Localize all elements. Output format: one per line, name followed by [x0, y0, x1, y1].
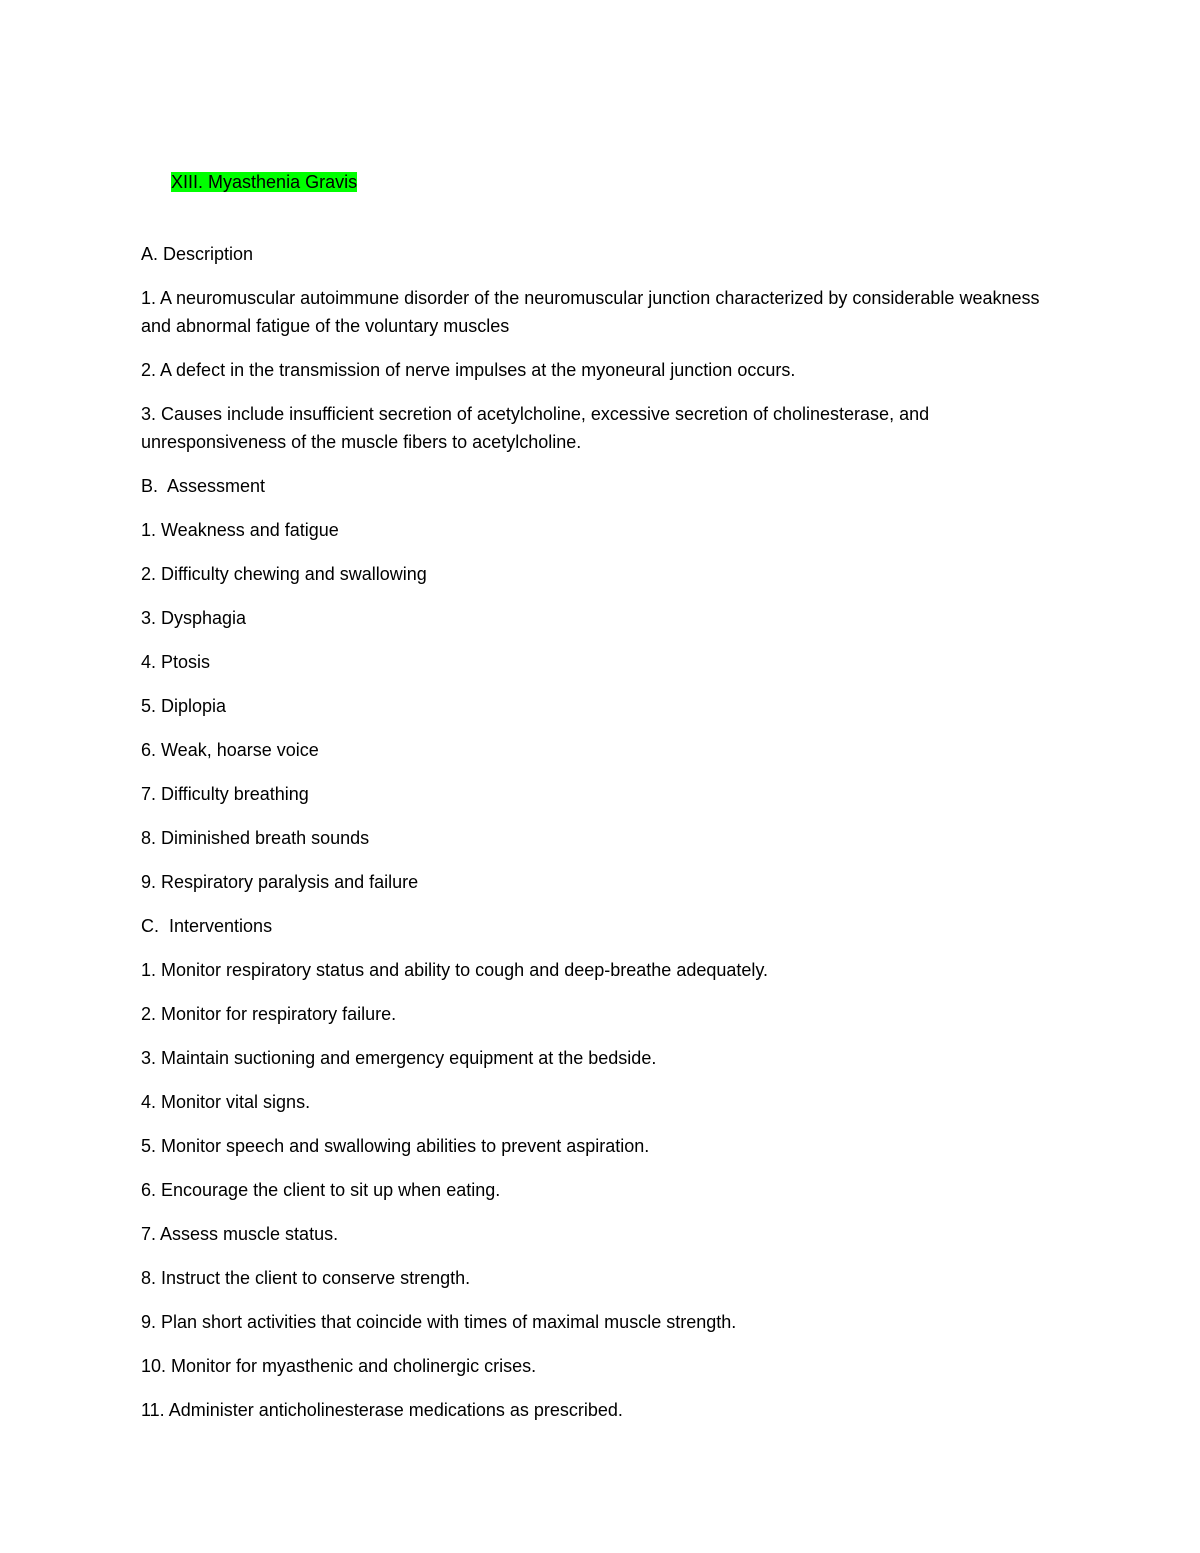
intervention-item: 2. Monitor for respiratory failure. — [141, 1004, 397, 1024]
assessment-item: 7. Difficulty breathing — [141, 784, 309, 804]
description-item: 2. A defect in the transmission of nerve impulses at the myoneural junction occurs. — [141, 360, 796, 380]
assessment-item: 8. Diminished breath sounds — [141, 828, 370, 848]
intervention-item: 6. Encourage the client to sit up when eating. — [141, 1180, 501, 1200]
assessment-item: 4. Ptosis — [141, 652, 211, 672]
document-title: XIII. Myasthenia Gravis — [171, 172, 358, 192]
document-body — [141, 140, 1061, 1440]
assessment-item: 9. Respiratory paralysis and failure — [141, 872, 419, 892]
section-heading-assessment: B. Assessment — [141, 476, 266, 496]
intervention-item: 9. Plan short activities that coincide with times of maximal muscle strength. — [141, 1312, 737, 1332]
assessment-item: 1. Weakness and fatigue — [141, 520, 339, 540]
intervention-item: 3. Maintain suctioning and emergency equipment at the bedside. — [141, 1048, 657, 1068]
section-heading-description: A. Description — [141, 244, 254, 264]
section-heading-interventions: C. Interventions — [141, 916, 273, 936]
description-item: 1. A neuromuscular autoimmune disorder of the neuromuscular junction characterized by considerable weakness and abnormal fatigue of the voluntary muscles — [141, 288, 1045, 336]
assessment-item: 2. Difficulty chewing and swallowing — [141, 564, 427, 584]
assessment-item: 5. Diplopia — [141, 696, 227, 716]
assessment-item: 6. Weak, hoarse voice — [141, 740, 319, 760]
intervention-item: 7. Assess muscle status. — [141, 1224, 339, 1244]
intervention-item: 11. Administer anticholinesterase medications as prescribed. — [141, 1400, 623, 1420]
intervention-item: 5. Monitor speech and swallowing abilities to prevent aspiration. — [141, 1136, 650, 1156]
assessment-item: 3. Dysphagia — [141, 608, 247, 628]
intervention-item: 1. Monitor respiratory status and ability to cough and deep-breathe adequately. — [141, 960, 769, 980]
intervention-item: 10. Monitor for myasthenic and cholinergic crises. — [141, 1356, 537, 1376]
description-item: 3. Causes include insufficient secretion of acetylcholine, excessive secretion of cholinesterase, and unresponsiveness of the muscle fibers to acetylcholine. — [141, 404, 935, 452]
intervention-item: 4. Monitor vital signs. — [141, 1092, 311, 1112]
title-line — [141, 140, 1061, 224]
intervention-item: 8. Instruct the client to conserve strength. — [141, 1268, 471, 1288]
